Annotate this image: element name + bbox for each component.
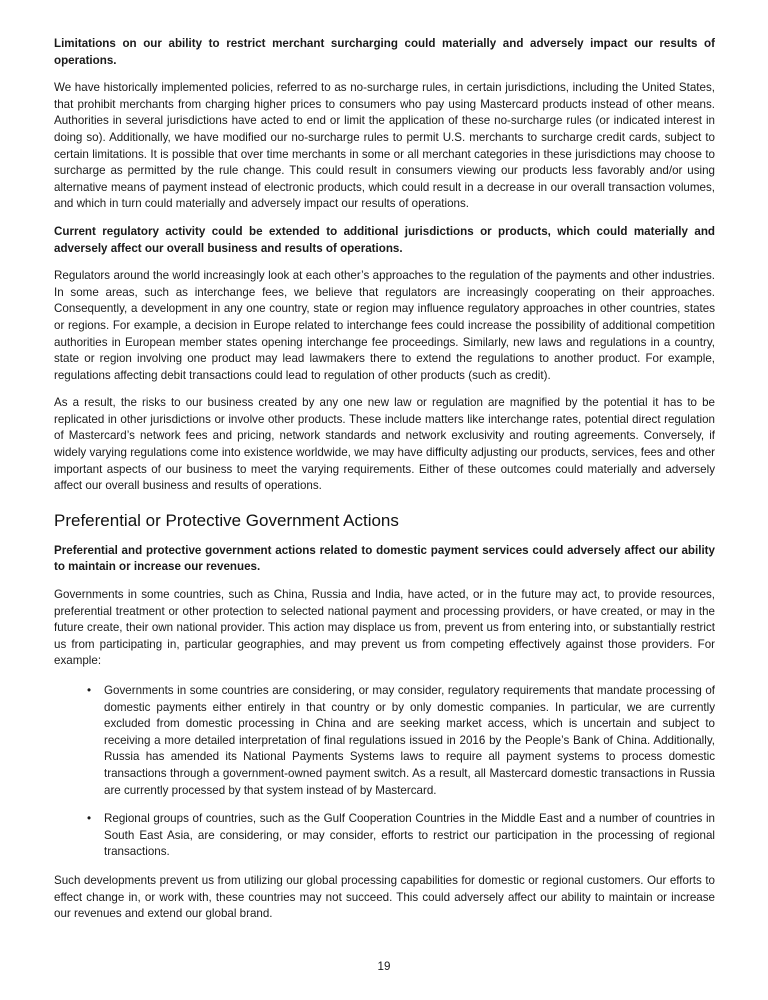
page-number: 19 <box>377 960 391 973</box>
list-item-text: Regional groups of countries, such as the Gulf Cooperation Countries in the Middle East and a number of countries in South East Asia, are considering, or may consider, efforts to restrict our participation in the processing of regional transactions. <box>104 812 715 859</box>
government-actions-paragraph-2: Such developments prevent us from utilizing our global processing capabilities for domestic or regional customers. Our efforts to effect change in, or work with, these countries may not succeed. This could adversely affect our ability to maintain or increase our revenues and extend our global brand. <box>54 873 715 921</box>
regulatory-activity-paragraph-1: Regulators around the world increasingly look at each other’s approaches to the regulation of the payments and other industries. In some areas, such as interchange fees, we believe that regulators are increasingly cooperating on their approaches. Consequently, a development in any one country, state or region may influence regulatory approaches in other countries, states or regions. For example, a decision in Europe related to interchange fees could increase the possibility of additional competition authorities in European member states opening interchange fee proceedings. Similarly, new laws and regulations in a country, state or region involving one product may lead lawmakers there to extend the regulations to another product. For example, regulations affecting debit transactions could lead to regulation of other products (such as credit). <box>54 269 715 382</box>
government-actions-paragraph-1: Governments in some countries, such as China, Russia and India, have acted, or in the future may act, to provide resources, preferential treatment or other protection to selected national payment and processing providers, or have created, or may in the future create, their own national provider. This action may displace us from, prevent us from entering into, or substantially restrict us from participating in, particular geographies, and may prevent us from competing effectively against those providers. For example: <box>54 588 715 668</box>
bullet-icon: • <box>87 684 92 697</box>
regulatory-activity-heading: Current regulatory activity could be extended to additional jurisdictions or products, which could materially and adversely affect our overall business and results of operations. <box>54 224 715 255</box>
section-title: Preferential or Protective Government Actions <box>54 510 399 530</box>
government-actions-heading: Preferential and protective government actions related to domestic payment services could adversely affect our ability to maintain or increase our revenues. <box>54 543 715 574</box>
regulatory-activity-paragraph-2: As a result, the risks to our business created by any one new law or regulation are magnified by the potential it has to be replicated in other jurisdictions or involve other products. These include matters like interchange rates, potential direct regulation of Mastercard’s network fees and pricing, network standards and network exclusivity and routing agreements. Conversely, if widely varying regulations come into existence worldwide, we may have difficulty adjusting our products, services, fees and other important aspects of our business to meet the varying requirements. Either of these outcomes could materially and adversely affect our overall business and results of operations. <box>54 396 715 493</box>
surcharging-risk-paragraph: We have historically implemented policies, referred to as no-surcharge rules, in certain jurisdictions, including the United States, that prohibit merchants from charging higher prices to consumers who pay using Mastercard products instead of other means. Authorities in several jurisdictions have acted to end or limit the application of these no-surcharge rules (or indicated interest in doing so). Additionally, we have modified our no-surcharge rules to permit U.S. merchants to surcharge credit cards, subject to certain limitations. It is possible that over time merchants in some or all merchant categories in these jurisdictions may choose to surcharge as permitted by the rule change. This could result in consumers viewing our products less favorably and/or using alternative means of payment instead of electronic products, which could result in a decrease in our overall transaction volumes, and which in turn could materially and adversely impact our results of operations. <box>54 81 715 211</box>
surcharging-risk-heading: Limitations on our ability to restrict merchant surcharging could materially and adversely impact our results of operations. <box>54 37 715 67</box>
government-actions-bullet-list <box>54 683 715 861</box>
bullet-icon: • <box>87 812 92 826</box>
list-item-text: Governments in some countries are considering, or may consider, regulatory requirements that mandate processing of domestic payments either entirely in that country or by only domestic companies. In particular, we are currently excluded from domestic processing in China and are seeking market access, which is uncertain and subject to receiving a more detailed interpretation of final regulations issued in 2016 by the People’s Bank of China. Additionally, Russia has amended its National Payments Systems laws to require all payment systems to process domestic transactions through a government-owned payment switch. As a result, all Mastercard domestic transactions in Russia are currently processed by that system instead of by Mastercard. <box>104 684 715 797</box>
list-item <box>54 811 715 861</box>
document-page <box>54 36 715 923</box>
list-item <box>54 683 715 799</box>
